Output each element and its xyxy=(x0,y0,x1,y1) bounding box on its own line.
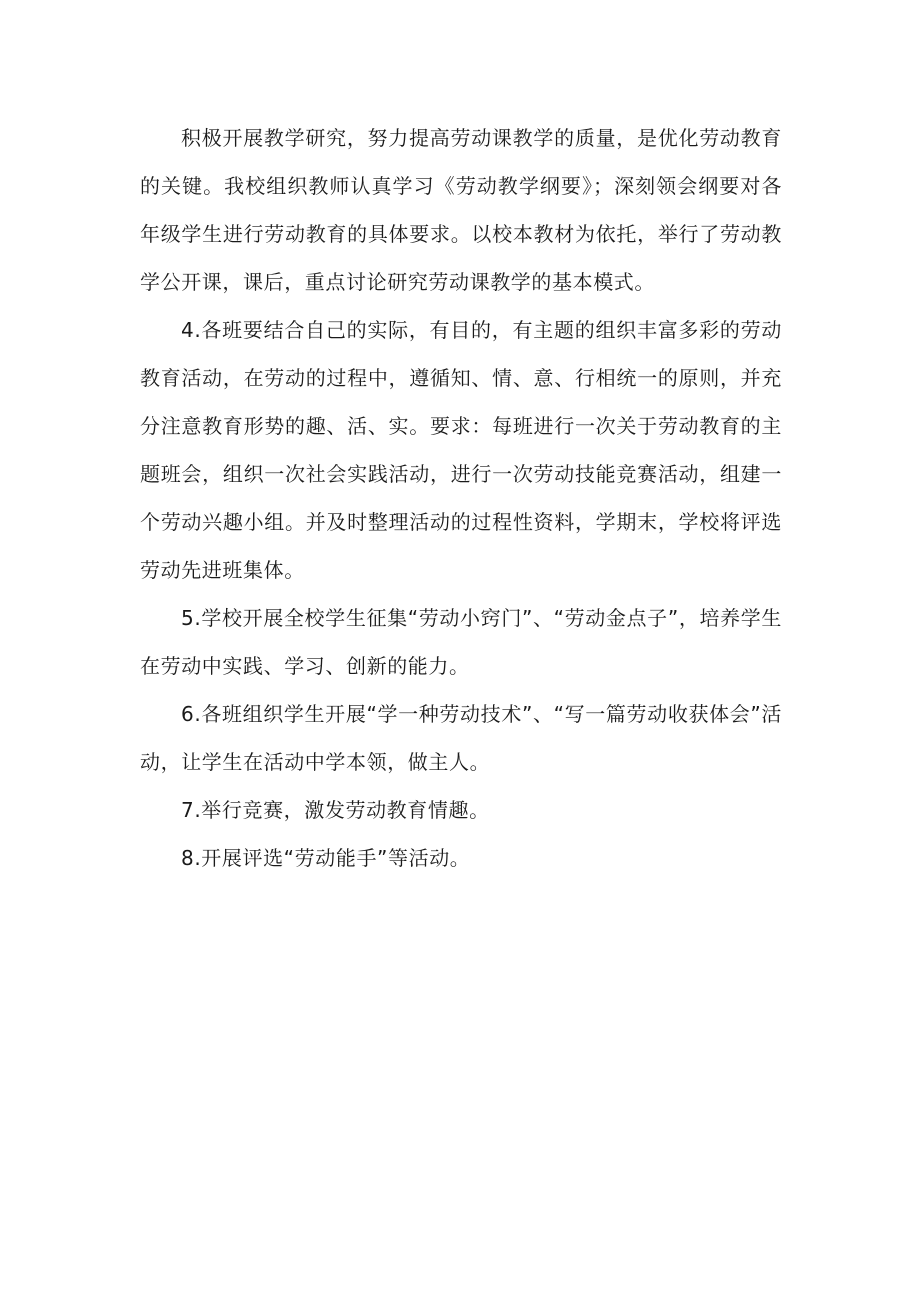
paragraph-teaching-research: 积极开展教学研究，努力提高劳动课教学的质量，是优化劳动教育的关键。我校组织教师认真学习《劳动教学纲要》；深刻领会纲要对各年级学生进行劳动教育的具体要求。以校本教材为依托，举行了劳动教学公开课，课后，重点讨论研究劳动课教学的基本模式。 xyxy=(140,126,782,294)
paragraph-item-4: 4.各班要结合自己的实际，有目的，有主题的组织丰富多彩的劳动教育活动，在劳动的过程中，遵循知、情、意、行相统一的原则，并充分注意教育形势的趣、活、实。要求：每班进行一次关于劳动教育的主题班会，组织一次社会实践活动，进行一次劳动技能竞赛活动，组建一个劳动兴趣小组。并及时整理活动的过程性资料，学期末，学校将评选劳动先进班集体。 xyxy=(140,318,782,582)
paragraph-item-7: 7.举行竞赛，激发劳动教育情趣。 xyxy=(181,798,490,822)
paragraph-item-6: 6.各班组织学生开展“学一种劳动技术”、“写一篇劳动收获体会”活动，让学生在活动中学本领，做主人。 xyxy=(140,702,782,774)
paragraph-item-8: 8.开展评选“劳动能手”等活动。 xyxy=(181,846,471,870)
paragraph-item-5: 5.学校开展全校学生征集“劳动小窍门”、“劳动金点子”，培养学生在劳动中实践、学习、创新的能力。 xyxy=(140,606,782,678)
document-body xyxy=(140,114,782,882)
